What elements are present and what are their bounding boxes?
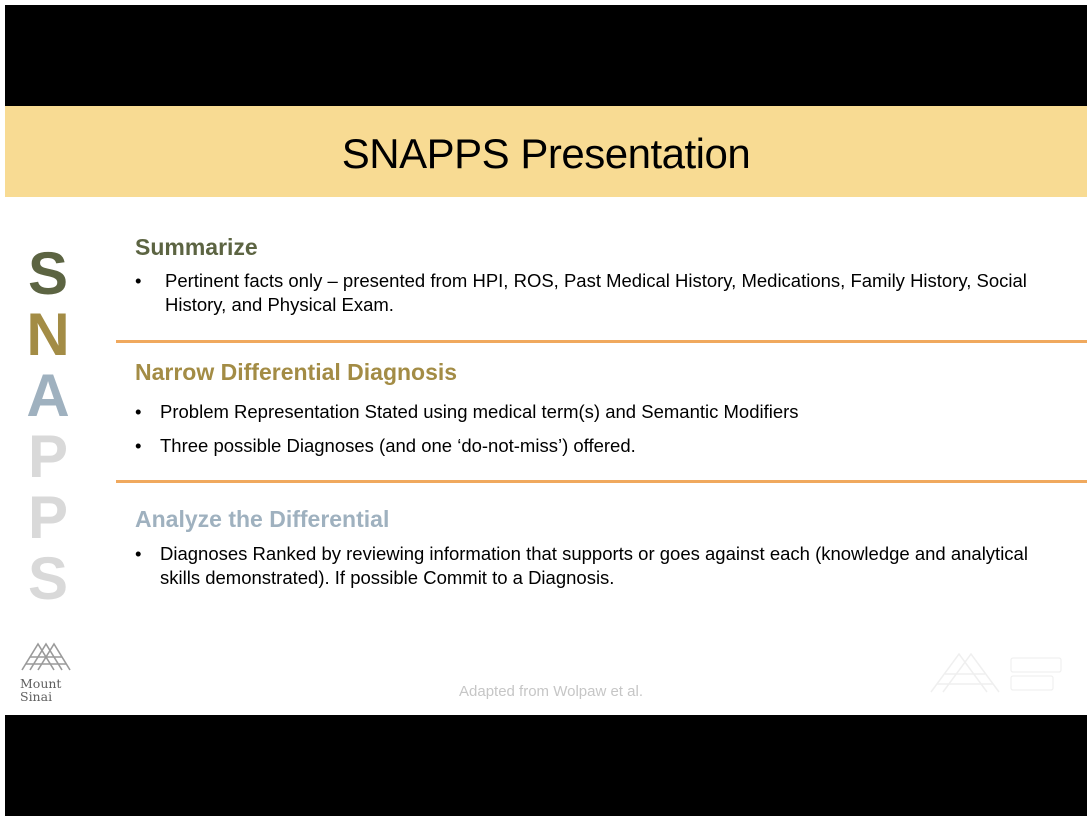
mount-sinai-watermark-icon: [927, 648, 1072, 696]
bullet-item: [135, 434, 1075, 458]
slide-title: SNAPPS Presentation: [341, 130, 751, 177]
acronym-column: [25, 240, 71, 612]
acronym-letter-s2: S: [27, 545, 69, 612]
section-heading-summarize: Summarize: [135, 234, 258, 260]
acronym-letter-p2: P: [27, 484, 69, 551]
bullet-dot: •: [135, 435, 142, 456]
bullet-item: [135, 269, 1075, 317]
bullet-dot: •: [135, 270, 142, 291]
bullet-text: Problem Representation Stated using medical term(s) and Semantic Modifiers: [160, 401, 799, 422]
acronym-letter-a: A: [26, 362, 70, 429]
bullet-text: Pertinent facts only – presented from HPI, ROS, Past Medical History, Medications, Family History, Social History, and Physical Exam.: [165, 270, 1027, 315]
section-heading-analyze: Analyze the Differential: [135, 506, 390, 532]
bullet-item: [135, 542, 1035, 590]
section-heading-narrow: Narrow Differential Diagnosis: [135, 359, 458, 385]
bullet-item: [135, 400, 1075, 424]
bullet-text: Three possible Diagnoses (and one ‘do-not-miss’) offered.: [160, 435, 636, 456]
logo-line-2: Sinai: [20, 689, 53, 704]
section-divider: [116, 480, 1087, 483]
section-divider: [116, 340, 1087, 343]
bullet-dot: •: [135, 543, 142, 564]
acronym-letter-s: S: [27, 240, 69, 307]
mount-sinai-logo-icon: [20, 636, 74, 676]
slide: [5, 106, 1087, 715]
bullet-text: Diagnoses Ranked by reviewing information that supports or goes against each (knowledge and analytical skills demonstrated). If possible Commit to a Diagnosis.: [160, 543, 1028, 588]
title-band: [5, 106, 1087, 197]
bullet-dot: •: [135, 401, 142, 422]
citation-caption: Adapted from Wolpaw et al.: [459, 683, 643, 700]
acronym-letter-p1: P: [27, 423, 69, 490]
logo-line-1: Mount: [20, 676, 62, 691]
acronym-letter-n: N: [26, 301, 70, 368]
